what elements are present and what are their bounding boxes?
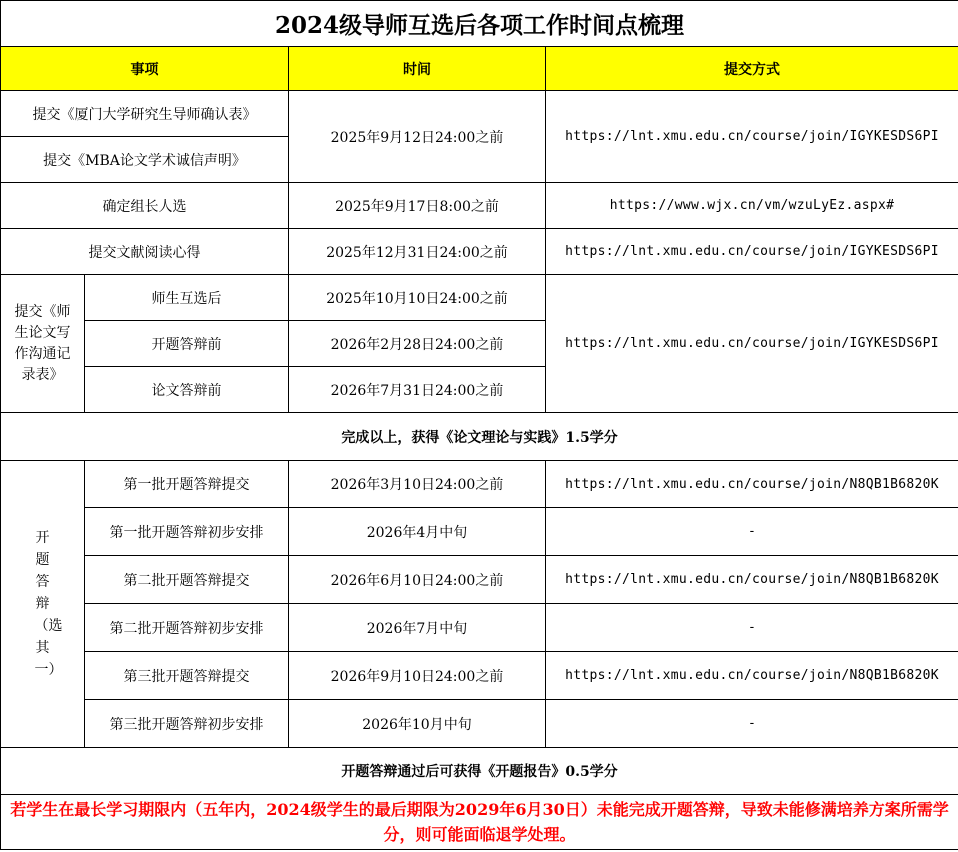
proposal-link: -: [546, 604, 958, 652]
proposal-item: 第一批开题答辩提交: [85, 461, 289, 508]
link-advisor-form[interactable]: https://lnt.xmu.edu.cn/course/join/IGYKESDS6PI: [546, 91, 958, 183]
time-advisor-form: 2025年9月12日24:00之前: [289, 91, 546, 183]
proposal-link[interactable]: https://lnt.xmu.edu.cn/course/join/N8QB1B6820K: [546, 652, 958, 700]
group-communication-label: 提交《师生论文写作沟通记录表》: [1, 275, 85, 413]
proposal-link: -: [546, 508, 958, 556]
proposal-item: 第二批开题答辩初步安排: [85, 604, 289, 652]
dropout-notice: 若学生在最长学习期限内（五年内，2024级学生的最后期限为2029年6月30日）未能完成开题答辩，导致未能修满培养方案所需学分，则可能面临退学处理。: [1, 795, 958, 850]
link-communication[interactable]: https://lnt.xmu.edu.cn/course/join/IGYKESDS6PI: [546, 275, 958, 413]
proposal-link[interactable]: https://lnt.xmu.edu.cn/course/join/N8QB1B6820K: [546, 556, 958, 604]
comm-time: 2026年7月31日24:00之前: [289, 367, 546, 413]
page-title: 2024级导师互选后各项工作时间点梳理: [1, 1, 958, 47]
header-time: 时间: [289, 47, 546, 91]
group-proposal-label: [1, 461, 85, 748]
summary-credit-1: 完成以上，获得《论文理论与实践》1.5学分: [1, 413, 958, 461]
item-group-leader: 确定组长人选: [1, 183, 289, 229]
header-method: 提交方式: [546, 47, 958, 91]
group-proposal-text: 开题答辩（选其一）: [34, 530, 63, 678]
proposal-time: 2026年6月10日24:00之前: [289, 556, 546, 604]
proposal-time: 2026年7月中旬: [289, 604, 546, 652]
comm-item: 师生互选后: [85, 275, 289, 321]
item-literature: 提交文献阅读心得: [1, 229, 289, 275]
comm-time: 2026年2月28日24:00之前: [289, 321, 546, 367]
item-integrity-statement: 提交《MBA论文学术诚信声明》: [1, 137, 289, 183]
proposal-time: 2026年4月中旬: [289, 508, 546, 556]
comm-item: 论文答辩前: [85, 367, 289, 413]
proposal-item: 第三批开题答辩初步安排: [85, 700, 289, 748]
proposal-link: -: [546, 700, 958, 748]
header-item: 事项: [1, 47, 289, 91]
time-group-leader: 2025年9月17日8:00之前: [289, 183, 546, 229]
proposal-item: 第一批开题答辩初步安排: [85, 508, 289, 556]
summary-credit-2: 开题答辩通过后可获得《开题报告》0.5学分: [1, 748, 958, 795]
link-literature[interactable]: https://lnt.xmu.edu.cn/course/join/IGYKESDS6PI: [546, 229, 958, 275]
item-advisor-form: 提交《厦门大学研究生导师确认表》: [1, 91, 289, 137]
proposal-time: 2026年3月10日24:00之前: [289, 461, 546, 508]
proposal-link[interactable]: https://lnt.xmu.edu.cn/course/join/N8QB1B6820K: [546, 461, 958, 508]
proposal-item: 第三批开题答辩提交: [85, 652, 289, 700]
comm-item: 开题答辩前: [85, 321, 289, 367]
proposal-time: 2026年10月中旬: [289, 700, 546, 748]
proposal-time: 2026年9月10日24:00之前: [289, 652, 546, 700]
comm-time: 2025年10月10日24:00之前: [289, 275, 546, 321]
proposal-item: 第二批开题答辩提交: [85, 556, 289, 604]
time-literature: 2025年12月31日24:00之前: [289, 229, 546, 275]
link-group-leader[interactable]: https://www.wjx.cn/vm/wzuLyEz.aspx#: [546, 183, 958, 229]
